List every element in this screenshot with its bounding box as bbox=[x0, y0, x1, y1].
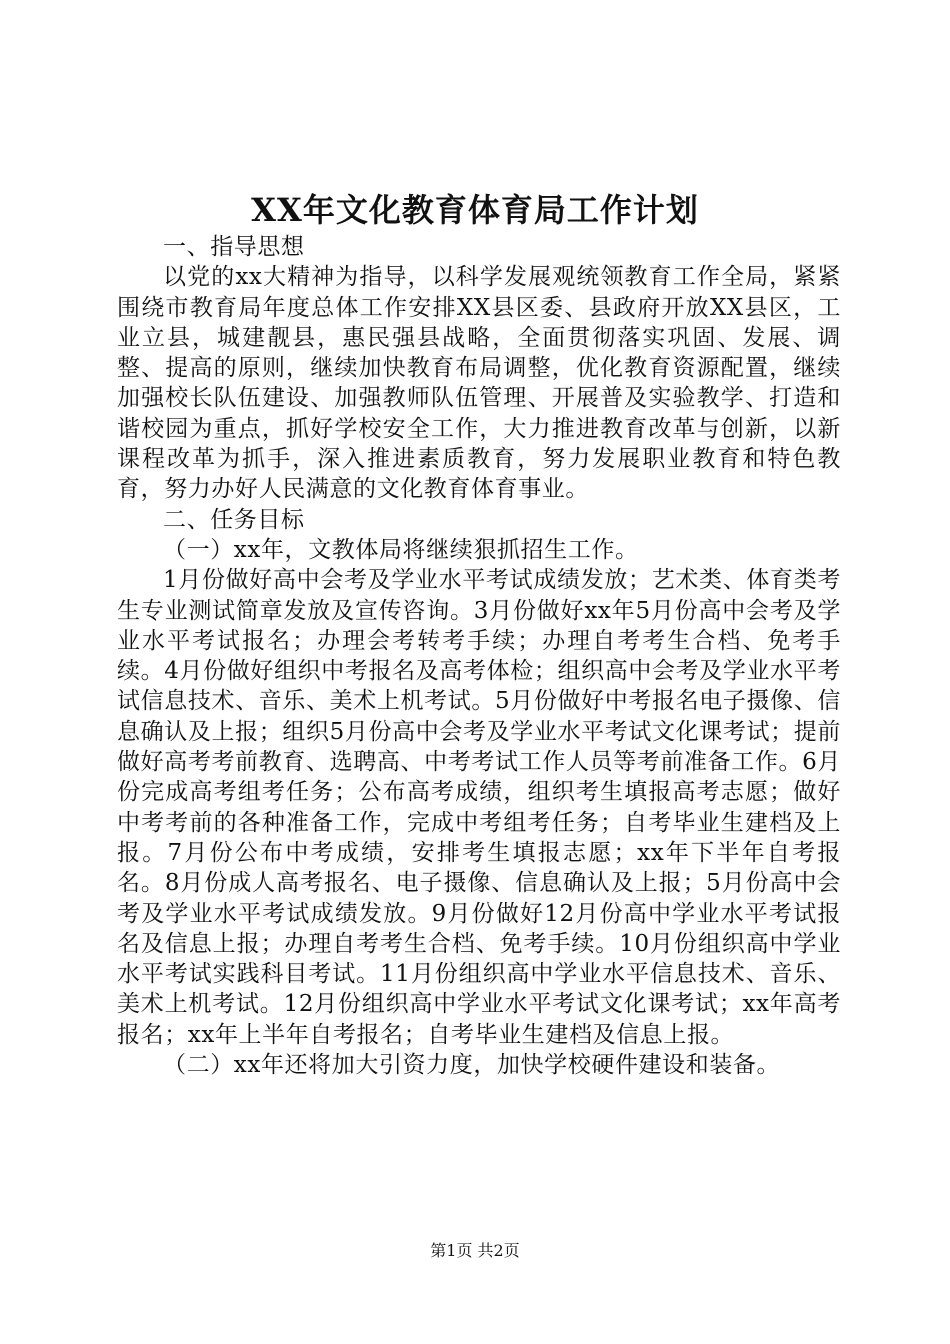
subsection-enrollment: （一）xx年，文教体局将继续狠抓招生工作。 bbox=[163, 536, 639, 563]
section-heading-guiding-ideology: 一、指导思想 bbox=[163, 234, 305, 260]
document-body bbox=[117, 232, 841, 1080]
paragraph-monthly-schedule: 1月份做好高中会考及学业水平考试成绩发放；艺术类、体育类考生专业测试简章发放及宣传咨询。3月份做好xx年5月份高中会考及学业水平考试报名；办理会考转考手续；办理自考考生合档、免考手续。4月份做好组织中考报名及高考体检；组织高中会考及学业水平考试信息技术、音乐、美术上机考试。5月份做好中考报名电子摄像、信息确认及上报；组织5月份高中会考及学业水平考试文化课考试；提前做好高考考前教育、选聘高、中考考试工作人员等考前准备工作。6月份完成高考组考任务；公布高考成绩，组织考生填报高考志愿；做好中考考前的各种准备工作，完成中考组考任务；自考毕业生建档及上报。7月份公布中考成绩，安排考生填报志愿；xx年下半年自考报名。8月份成人高考报名、电子摄像、信息确认及上报；5月份高中会考及学业水平考试成绩发放。9月份做好12月份高中学业水平考试报名及信息上报；办理自考考生合档、免考手续。10月份组织高中学业水平考试实践科目考试。11月份组织高中学业水平信息技术、音乐、美术上机考试。12月份组织高中学业水平考试文化课考试；xx年高考报名；xx年上半年自考报名；自考毕业生建档及信息上报。 bbox=[117, 567, 841, 1048]
subsection-investment: （二）xx年还将加大引资力度，加快学校硬件建设和装备。 bbox=[163, 1052, 781, 1079]
section-heading-task-goals: 二、任务目标 bbox=[163, 506, 305, 533]
paragraph-guiding-ideology: 以党的xx大精神为指导，以科学发展观统领教育工作全局，紧紧围绕市教育局年度总体工作安排XX县区委、县政府开放XX县区，工业立县，城建靓县，惠民强县战略，全面贯彻落实巩固、发展、调整、提高的原则，继续加快教育布局调整，优化教育资源配置，继续加强校长队伍建设、加强教师队伍管理、开展普及实验教学、打造和谐校园为重点，抓好学校安全工作，大力推进教育改革与创新，以新课程改革为抓手，深入推进素质教育，努力发展职业教育和特色教育，努力办好人民满意的文化教育体育事业。 bbox=[117, 264, 841, 503]
document-title: XX年文化教育体育局工作计划 bbox=[251, 191, 699, 229]
page-number-footer: 第1页 共2页 bbox=[430, 1241, 520, 1260]
